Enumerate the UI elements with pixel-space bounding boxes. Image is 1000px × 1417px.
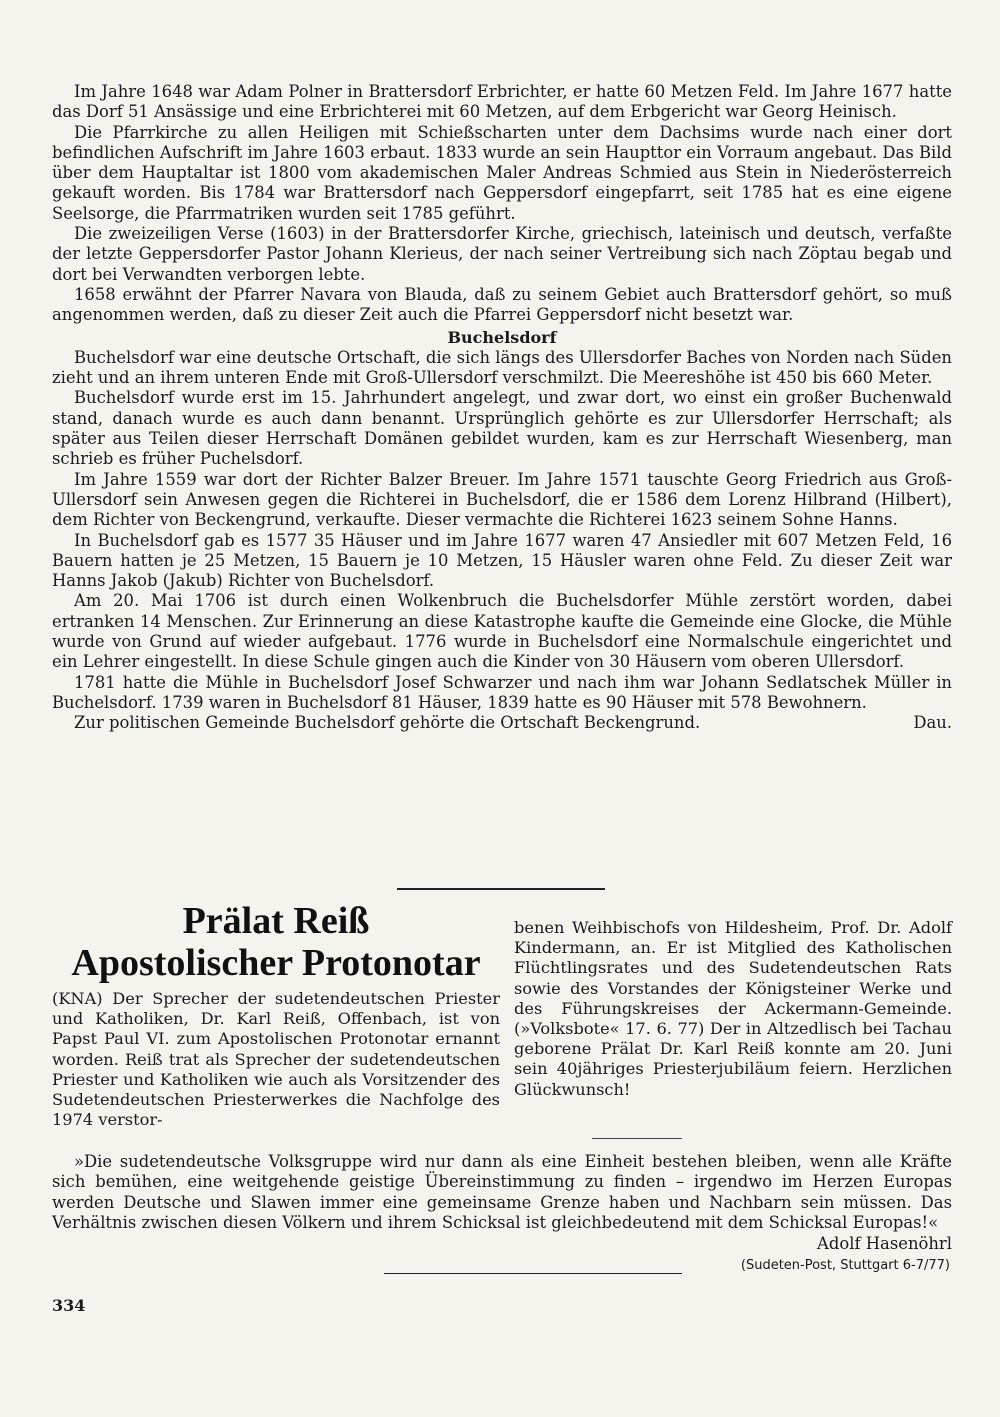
paragraph: 1658 erwähnt der Pfarrer Navara von Blauda, daß zu seinem Gebiet auch Brattersdorf gehört, so muß angenommen werden, daß zu dieser Zeit auch die Pfarrei Geppersdorf nicht besetzt war.: [52, 284, 952, 325]
closing-text: Zur politischen Gemeinde Buchelsdorf gehörte die Ortschaft Beckengrund.: [74, 713, 701, 733]
article-body-left: (KNA) Der Sprecher der sudetendeutschen Priester und Katholiken, Dr. Karl Reiß, Offenbach, ist von Papst Paul VI. zum Apostolischen Protonotar ernannt worden. Reiß trat als Sprecher der sudetendeutschen Priester und Katholiken wie auch als Vorsitzender des Sudetendeutschen Priesterwerkes die Nachfolge des 1974 verstor-: [52, 989, 500, 1130]
quote-text: »Die sudetendeutsche Volksgruppe wird nur dann als eine Einheit bestehen bleiben, wenn alle Kräfte sich bemühen, eine weitgehende geistige Übereinstimmung zu finden – irgendwo im Herzen Europas werden Deutsche und Slawen immer eine gemeinsame Grenze haben und Nachbarn sein müssen. Das Verhältnis zwischen diesen Völkern und ihrem Schicksal ist gleichbedeutend mit dem Schicksal Europas!«: [52, 1152, 952, 1232]
paragraph: Die Pfarrkirche zu allen Heiligen mit Schießscharten unter dem Dachsims wurde nach einer dort befindlichen Aufschrift im Jahre 1603 erbaut. 1833 wurde an sein Haupttor ein Vorraum angebaut. Das Bild über dem Hauptaltar ist 1800 vom akademischen Maler Andreas Schmied aus Stein in Niederösterreich gekauft worden. Bis 1784 war Brattersdorf nach Geppersdorf eingepfarrt, seit 1785 hat es eine eigene Seelsorge, die Pfarrmatriken wurden seit 1785 geführt.: [52, 122, 952, 223]
article-left-column: [52, 902, 500, 1130]
paragraph: Buchelsdorf war eine deutsche Ortschaft, die sich längs des Ullersdorfer Baches von Norden nach Süden zieht und an ihrem unteren Ende mit Groß-Ullersdorf verschmilzt. Die Meereshöhe ist 450 bis 660 Meter.: [52, 347, 952, 388]
paragraph: Im Jahre 1648 war Adam Polner in Brattersdorf Erbrichter, er hatte 60 Metzen Feld. Im Jahre 1677 hatte das Dorf 51 Ansässige und eine Erbrichterei mit 60 Metzen, auf dem Erbgericht war Georg Heinisch.: [52, 82, 952, 122]
article-divider: [592, 1138, 682, 1139]
article-title: Prälat Reiß: [182, 900, 370, 942]
main-text-block: [52, 82, 952, 734]
page-number: 334: [52, 1296, 86, 1315]
article-subtitle: Apostolischer Protonotar: [71, 942, 481, 984]
paragraph: Am 20. Mai 1706 ist durch einen Wolkenbruch die Buchelsdorfer Mühle zerstört worden, dabei ertranken 14 Menschen. Zur Erinnerung an diese Katastrophe kaufte die Gemeinde eine Glocke, die Mühle wurde von Grund auf wieder aufgebaut. 1776 wurde in Buchelsdorf eine Normalschule eingerichtet und ein Lehrer eingestellt. In diese Schule gingen auch die Kinder von 30 Häusern vom oberen Ullersdorf.: [52, 591, 952, 672]
closing-line: [52, 713, 952, 733]
section-heading: Buchelsdorf: [447, 327, 557, 347]
paragraph: 1781 hatte die Mühle in Buchelsdorf Josef Schwarzer und nach ihm war Johann Sedlatschek Müller in Buchelsdorf. 1739 waren in Buchelsdorf 81 Häuser, 1839 hatte es 90 Häuser mit 578 Bewohnern.: [52, 672, 952, 712]
paragraph: In Buchelsdorf gab es 1577 35 Häuser und im Jahre 1677 waren 47 Ansiedler mit 607 Metzen Feld, 16 Bauern hatten je 25 Metzen, 15 Bauern je 10 Metzen, 15 Häusler waren ohne Feld. Zu dieser Zeit war Hanns Jakob (Jakub) Richter von Buchelsdorf.: [52, 530, 952, 591]
closing-author: Dau.: [913, 713, 952, 733]
paragraph: Buchelsdorf wurde erst im 15. Jahrhundert angelegt, und zwar dort, wo einst ein großer Buchenwald stand, danach wurde es auch dann benannt. Ursprünglich gehörte es zur Ullersdorfer Herrschaft; als später aus Teilen dieser Herrschaft Domänen gebildet wurden, kam es zur Herrschaft Wiesenberg, man schrieb es früher Puchelsdorf.: [52, 388, 952, 469]
paragraph: Die zweizeiligen Verse (1603) in der Brattersdorfer Kirche, griechisch, lateinisch und deutsch, verfaßte der letzte Geppersdorfer Pastor Johann Klerieus, der nach seiner Vertreibung sich nach Zöptau begab und dort bei Verwandten verborgen lebte.: [52, 224, 952, 284]
quote-divider: [384, 1273, 682, 1274]
quote-source: (Sudeten-Post, Stuttgart 6-7/77): [740, 1258, 950, 1273]
article-body-right: benen Weihbischofs von Hildesheim, Prof. Dr. Adolf Kindermann, an. Er ist Mitglied des Katholischen Flüchtlingsrates und des Sudetendeutschen Rats sowie des Vorstandes der Königsteiner Werke und des Führungskreises der Ackermann-Gemeinde. (»Volksbote« 17. 6. 77) Der in Altzedlisch bei Tachau geborene Prälat Dr. Karl Reiß konnte am 20. Juni sein 40jähriges Priesterjubiläum feiern. Herzlichen Glückwunsch!: [514, 918, 952, 1099]
quote-author: Adolf Hasenöhrl: [817, 1234, 952, 1253]
section-divider: [397, 888, 605, 890]
paragraph: Im Jahre 1559 war dort der Richter Balzer Breuer. Im Jahre 1571 tauschte Georg Friedrich aus Groß-Ullersdorf sein Anwesen gegen die Richterei in Buchelsdorf, die er 1586 dem Lorenz Hilbrand (Hilbert), dem Richter von Beckengrund, verkaufte. Dieser vermachte die Richterei 1623 seinem Sohne Hanns.: [52, 469, 952, 530]
